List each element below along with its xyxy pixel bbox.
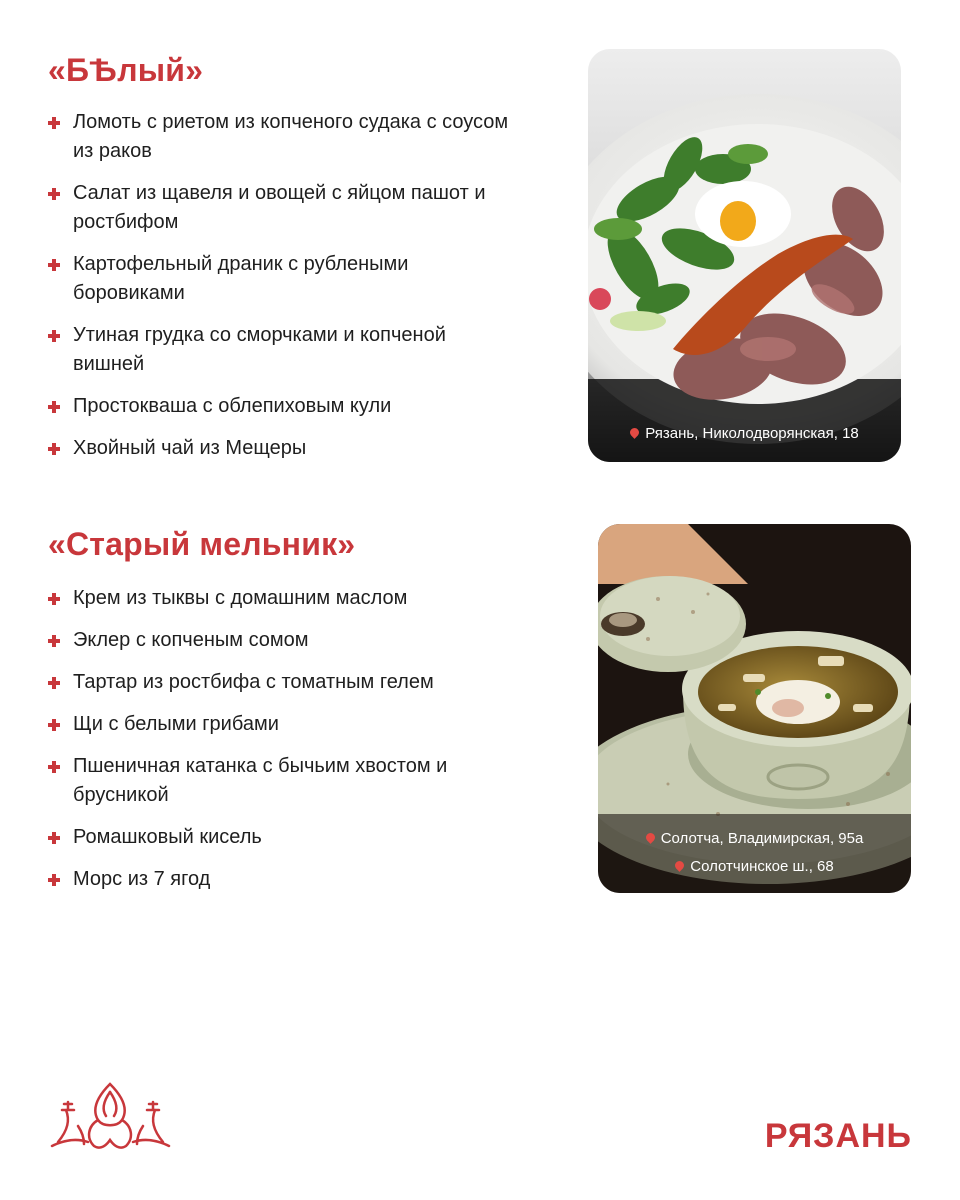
section-title: «БѢлый» [48,52,204,88]
cross-bullet-icon [48,719,60,731]
cross-bullet-icon [48,117,60,129]
salad-plate-photo [588,49,901,462]
address-line: Солотчинское ш., 68 [598,857,911,877]
menu-item: Крем из тыквы с домашним маслом [48,584,518,613]
menu-item: Тартар из ростбифа с томатным гелем [48,668,518,697]
cross-bullet-icon [48,188,60,200]
menu-item: Ломоть с риетом из копченого судака с соусом из раков [48,108,518,166]
menu-item: Пшеничная катанка с бычьим хвостом и брусникой [48,752,518,810]
cross-bullet-icon [48,635,60,647]
address-line: Рязань, Николодворянская, 18 [588,424,901,444]
cross-bullet-icon [48,330,60,342]
menu-item: Простокваша с облепиховым кули [48,392,518,421]
location-pin-icon [644,831,657,844]
menu-item: Картофельный драник с рублеными боровиками [48,250,518,308]
location-pin-icon [628,426,641,439]
soup-bowl-photo [598,524,911,893]
cross-bullet-icon [48,874,60,886]
menu-list [48,584,518,907]
cross-bullet-icon [48,259,60,271]
menu-item: Салат из щавеля и овощей с яйцом пашот и ростбифом [48,179,518,237]
menu-item: Эклер с копченым сомом [48,626,518,655]
menu-item: Утиная грудка со сморчками и копченой вишней [48,321,518,379]
menu-list [48,108,518,476]
cross-bullet-icon [48,593,60,605]
menu-item: Хвойный чай из Мещеры [48,434,518,463]
menu-item: Щи с белыми грибами [48,710,518,739]
section-title: «Старый мельник» [48,526,356,562]
church-domes-logo [48,1080,173,1152]
cross-bullet-icon [48,443,60,455]
menu-item: Морс из 7 ягод [48,865,518,894]
cross-bullet-icon [48,761,60,773]
brand-wordmark: РЯЗАНЬ [764,1117,912,1155]
location-pin-icon [673,859,686,872]
cross-bullet-icon [48,677,60,689]
cross-bullet-icon [48,832,60,844]
cross-bullet-icon [48,401,60,413]
menu-item: Ромашковый кисель [48,823,518,852]
address-line: Солотча, Владимирская, 95а [598,829,911,849]
